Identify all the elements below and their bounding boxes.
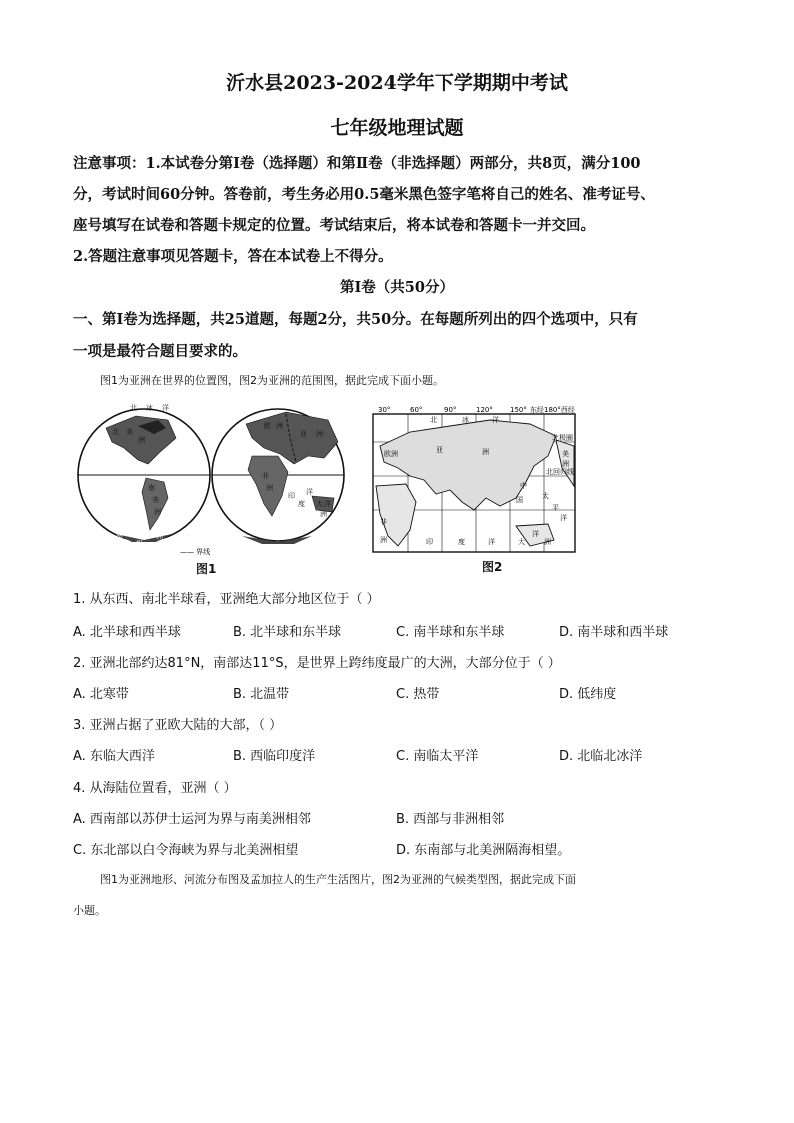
fig1-map-label: 洲	[154, 508, 161, 516]
question-3-option-a[interactable]: A. 东临大西洋	[73, 749, 155, 764]
fig1-map-label: 洲	[266, 484, 273, 492]
notes-line-1: 注意事项：1.本试卷分第Ⅰ卷（选择题）和第Ⅱ卷（非选择题）两部分，共8页，满分100	[73, 155, 641, 172]
question-3-option-c[interactable]: C. 南临太平洋	[396, 749, 479, 764]
fig1-map-label: 非	[262, 472, 269, 480]
fig1-map-label: 亚	[300, 430, 307, 438]
fig2-label-zhou: 洲	[482, 448, 489, 456]
question-3-option-d[interactable]: D. 北临北冰洋	[559, 749, 643, 764]
question-4-option-c[interactable]: C. 东北部以白令海峡为界与北美洲相望	[73, 843, 299, 858]
fig1-map-label: 度	[298, 500, 305, 508]
fig2-lon-150: 150°	[510, 406, 527, 414]
fig2-label-ping: 平	[552, 504, 559, 512]
figure-2-caption: 图2	[482, 560, 503, 574]
fig1-map-label: 洲	[156, 532, 163, 540]
section-instructions-1: 一、第Ⅰ卷为选择题，共25道题，每题2分，共50分。在每题所列出的四个选项中，只有	[73, 311, 638, 328]
fig1-map-label: 洲	[320, 510, 327, 518]
fig2-label-yang-4: 洋	[532, 530, 539, 538]
fig1-map-label: 欧	[264, 422, 271, 430]
fig1-map-label: 洋	[306, 488, 313, 496]
exam-subtitle: 七年级地理试题	[330, 117, 464, 139]
fig2-label-yang-3: 洋	[488, 538, 495, 546]
fig2-label-bei: 北	[430, 416, 437, 424]
section-instructions-2: 一项是最符合题目要求的。	[73, 343, 247, 360]
fig1-map-label: 北	[112, 428, 119, 436]
figure-1-hemispheres	[76, 398, 346, 560]
question-3-option-b[interactable]: B. 西临印度洋	[233, 749, 316, 764]
fig2-label-zhong: 中	[520, 482, 527, 490]
fig1-map-label: 极	[136, 540, 143, 548]
fig1-map-label: 洋	[324, 500, 331, 508]
fig2-label-du: 度	[458, 538, 465, 546]
fig1-map-label: 印	[288, 492, 295, 500]
question-1-option-a[interactable]: A. 北半球和西半球	[73, 625, 181, 640]
question-4-option-d[interactable]: D. 东南部与北美洲隔海相望。	[396, 843, 571, 858]
question-intro-2-line-1: 图1为亚洲地形、河流分布图及孟加拉人的生产生活图片，图2为亚洲的气候类型图，据此完成下面	[100, 873, 576, 886]
fig2-label-zhou-4: 洲	[380, 536, 387, 544]
figure-1-caption: 图1	[196, 562, 217, 576]
fig2-arctic-circle: 北极圈	[552, 434, 573, 442]
section-heading: 第Ⅰ卷（共50分）	[340, 279, 454, 296]
fig1-map-label: 大	[316, 500, 323, 508]
exam-title: 沂水县2023-2024学年下学期期中考试	[226, 72, 568, 94]
notes-line-4: 2.答题注意事项见答题卡，答在本试卷上不得分。	[73, 248, 393, 265]
fig2-label-bing: 冰	[462, 416, 469, 424]
fig1-map-label: 南	[148, 484, 155, 492]
fig1-legend: —— 界线	[180, 548, 211, 556]
question-2-option-c[interactable]: C. 热带	[396, 687, 440, 702]
fig2-label-da: 大	[518, 538, 525, 546]
fig1-map-label: 洲	[138, 436, 145, 444]
fig1-map-label: 南	[116, 532, 123, 540]
fig2-lon-180: 东经180°西经	[530, 406, 575, 414]
fig2-label-guo: 国	[516, 496, 523, 504]
fig1-map-label: 美	[152, 496, 159, 504]
fig2-label-fei: 非	[380, 518, 387, 526]
notes-line-3: 座号填写在试卷和答题卡规定的位置。考试结束后，将本试卷和答题卡一并交回。	[73, 217, 595, 234]
fig1-map-label: 洲	[276, 422, 283, 430]
fig2-lon-60: 60°	[410, 406, 423, 414]
question-4-option-b[interactable]: B. 西部与非洲相邻	[396, 812, 505, 827]
fig2-label-yin: 印	[426, 538, 433, 546]
fig1-map-label: 美	[126, 428, 133, 436]
fig1-map-label: 北	[130, 404, 137, 412]
fig2-lon-30: 30°	[378, 406, 391, 414]
question-intro-1: 图1为亚洲在世界的位置图，图2为亚洲的范围图，据此完成下面小题。	[100, 374, 444, 387]
fig2-tropic-cancer: 北回归线	[546, 468, 574, 476]
figure-2-asia-map	[370, 406, 580, 556]
question-4-option-a[interactable]: A. 西南部以苏伊士运河为界与南美洲相邻	[73, 812, 311, 827]
question-2-stem: 2. 亚洲北部约达81°N，南部达11°S，是世界上跨纬度最广的大洲，大部分位于（ ）	[73, 656, 561, 671]
question-2-option-a[interactable]: A. 北寒带	[73, 687, 129, 702]
fig2-label-zhou-3: 洲	[544, 538, 551, 546]
question-intro-2-line-2: 小题。	[73, 904, 106, 917]
fig2-lon-90: 90°	[444, 406, 457, 414]
fig2-label-yang-2: 洋	[560, 514, 567, 522]
fig2-lon-120: 120°	[476, 406, 493, 414]
fig2-label-mei: 美	[562, 450, 569, 458]
question-3-stem: 3. 亚洲占据了亚欧大陆的大部，（ ）	[73, 718, 283, 733]
question-2-option-d[interactable]: D. 低纬度	[559, 687, 617, 702]
notes-line-2: 分，考试时间60分钟。答卷前，考生务必用0.5毫米黑色签字笔将自己的姓名、准考证号、	[73, 186, 655, 203]
question-1-option-d[interactable]: D. 南半球和西半球	[559, 625, 669, 640]
fig2-label-yang: 洋	[492, 416, 499, 424]
question-2-option-b[interactable]: B. 北温带	[233, 687, 290, 702]
fig2-label-europe: 欧洲	[384, 450, 398, 458]
fig1-map-label: 洋	[162, 404, 169, 412]
question-1-stem: 1. 从东西、南北半球看，亚洲绝大部分地区位于（ ）	[73, 592, 380, 607]
fig1-map-label: 冰	[146, 404, 153, 412]
fig2-label-zhou-2: 洲	[562, 460, 569, 468]
fig1-map-label: 洲	[316, 430, 323, 438]
fig2-label-tai: 太	[542, 492, 549, 500]
question-4-stem: 4. 从海陆位置看，亚洲（ ）	[73, 781, 237, 796]
question-1-option-c[interactable]: C. 南半球和东半球	[396, 625, 505, 640]
question-1-option-b[interactable]: B. 北半球和东半球	[233, 625, 342, 640]
fig2-label-ya: 亚	[436, 446, 443, 454]
